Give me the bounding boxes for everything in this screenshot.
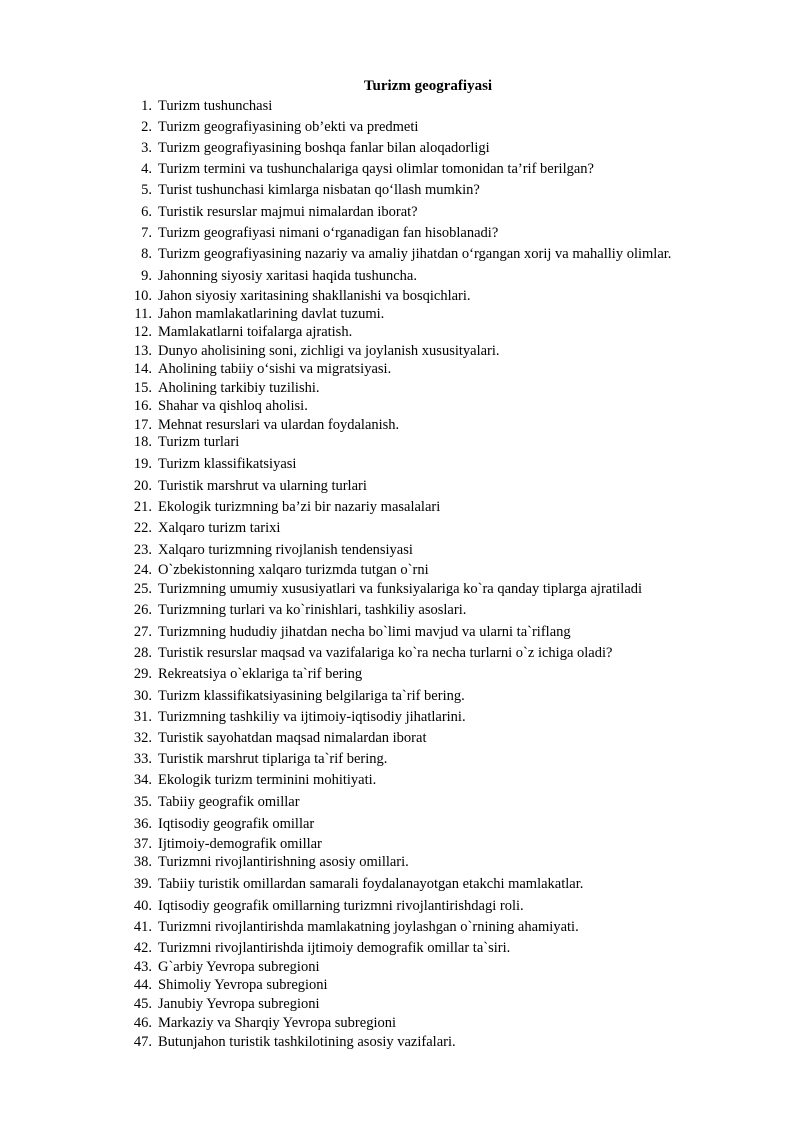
list-item-text: Turizm klassifikatsiyasi: [158, 456, 297, 472]
list-item-number: 41.: [133, 919, 152, 935]
list-item-number: 37.: [133, 836, 152, 852]
list-item-text: Jahonning siyosiy xaritasi haqida tushuncha.: [158, 268, 417, 284]
list-item-text: Tabiiy geografik omillar: [158, 794, 300, 810]
list-item-number: 3.: [141, 140, 152, 156]
list-item-number: 40.: [133, 898, 152, 914]
list-item-text: Turizm geografiyasining ob’ekti va predmeti: [158, 119, 419, 135]
list-item-number: 39.: [133, 876, 152, 892]
list-item-number: 31.: [133, 709, 152, 725]
list-item-text: Butunjahon turistik tashkilotining asosiy vazifalari.: [158, 1034, 456, 1050]
list-item-text: Markaziy va Sharqiy Yevropa subregioni: [158, 1015, 396, 1031]
list-item-number: 42.: [133, 940, 152, 956]
list-item-text: Turizmning tashkiliy va ijtimoiy-iqtisodiy jihatlarini.: [158, 709, 466, 725]
list-item-text: Turizmning turlari va ko`rinishlari, tashkiliy asoslari.: [158, 602, 467, 618]
list-item-text: Turizm geografiyasining nazariy va amaliy jihatdan o‘rgangan xorij va mahalliy olimlar.: [158, 246, 672, 262]
list-item-text: Dunyo aholisining soni, zichligi va joylanish xususityalari.: [158, 343, 500, 359]
list-item-number: 36.: [133, 816, 152, 832]
list-item-text: Ijtimoiy-demografik omillar: [158, 836, 322, 852]
list-item-text: Jahon siyosiy xaritasining shakllanishi va bosqichlari.: [158, 288, 471, 304]
list-item-number: 38.: [133, 854, 152, 870]
list-item-number: 45.: [133, 996, 152, 1012]
list-item-text: Turizmni rivojlantirishda mamlakatning joylashgan o`rnining ahamiyati.: [158, 919, 579, 935]
list-item-text: Turistik resurslar maqsad va vazifalariga ko`ra necha turlarni o`z ichiga oladi?: [158, 645, 613, 661]
list-item-number: 26.: [133, 602, 152, 618]
list-item-number: 17.: [133, 417, 152, 433]
list-item-number: 9.: [141, 268, 152, 284]
list-item-text: Turist tushunchasi kimlarga nisbatan qo‘llash mumkin?: [158, 182, 480, 198]
list-item-number: 11.: [134, 306, 152, 322]
list-item-number: 23.: [133, 542, 152, 558]
list-item-number: 34.: [133, 772, 152, 788]
list-item-text: Tabiiy turistik omillardan samarali foydalanayotgan etakchi mamlakatlar.: [158, 876, 584, 892]
list-item-number: 1.: [141, 98, 152, 114]
document-title: Turizm geografiyasi: [363, 78, 493, 94]
list-item-number: 8.: [141, 246, 152, 262]
list-item-text: Ekologik turizm terminini mohitiyati.: [158, 772, 377, 788]
list-item-text: Turistik sayohatdan maqsad nimalardan iborat: [158, 730, 427, 746]
list-item-text: Turizm tushunchasi: [158, 98, 273, 114]
list-item-text: Aholining tabiiy o‘sishi va migratsiyasi.: [158, 361, 392, 377]
list-item-text: Turizm turlari: [158, 434, 240, 450]
list-item-number: 6.: [141, 204, 152, 220]
list-item-number: 27.: [133, 624, 152, 640]
list-item-text: Ekologik turizmning ba’zi bir nazariy masalalari: [158, 499, 441, 515]
list-item-text: Turistik resurslar majmui nimalardan iborat?: [158, 204, 418, 220]
list-item-text: Shahar va qishloq aholisi.: [158, 398, 308, 414]
list-item-number: 13.: [133, 343, 152, 359]
list-item-number: 15.: [133, 380, 152, 396]
list-item-text: Rekreatsiya o`eklariga ta`rif bering: [158, 666, 363, 682]
list-item-text: Turizm geografiyasi nimani o‘rganadigan fan hisoblanadi?: [158, 225, 499, 241]
list-item-text: Turizmning hududiy jihatdan necha bo`limi mavjud va ularni ta`riflang: [158, 624, 571, 640]
list-item-text: Turizmning umumiy xususiyatlari va funksiyalariga ko`ra qanday tiplarga ajratiladi: [158, 581, 643, 597]
list-item-text: O`zbekistonning xalqaro turizmda tutgan o`rni: [158, 562, 429, 578]
list-item-text: Mamlakatlarni toifalarga ajratish.: [158, 324, 353, 340]
list-item-number: 5.: [141, 182, 152, 198]
list-item-number: 30.: [133, 688, 152, 704]
list-item-number: 43.: [133, 959, 152, 975]
list-item-number: 29.: [133, 666, 152, 682]
list-item-number: 46.: [133, 1015, 152, 1031]
list-item-number: 20.: [133, 478, 152, 494]
list-item-text: Turizm klassifikatsiyasining belgilariga ta`rif bering.: [158, 688, 465, 704]
list-item-number: 47.: [133, 1034, 152, 1050]
list-item-number: 44.: [133, 977, 152, 993]
list-item-number: 18.: [133, 434, 152, 450]
list-item-number: 12.: [133, 324, 152, 340]
list-item-text: Iqtisodiy geografik omillarning turizmni rivojlantirishdagi roli.: [158, 898, 524, 914]
list-item-text: Mehnat resurslari va ulardan foydalanish.: [158, 417, 400, 433]
list-item-number: 14.: [133, 361, 152, 377]
list-item-text: G`arbiy Yevropa subregioni: [158, 959, 320, 975]
list-item-text: Xalqaro turizmning rivojlanish tendensiyasi: [158, 542, 413, 558]
list-item-text: Turizmni rivojlantirishda ijtimoiy demografik omillar ta`siri.: [158, 940, 511, 956]
list-item-number: 19.: [133, 456, 152, 472]
list-item-text: Janubiy Yevropa subregioni: [158, 996, 320, 1012]
list-item-number: 24.: [133, 562, 152, 578]
list-item-number: 21.: [133, 499, 152, 515]
list-item-number: 16.: [133, 398, 152, 414]
list-item-number: 32.: [133, 730, 152, 746]
list-item-text: Turizmni rivojlantirishning asosiy omillari.: [158, 854, 409, 870]
list-item-number: 28.: [133, 645, 152, 661]
list-item-number: 25.: [133, 581, 152, 597]
list-item-number: 22.: [133, 520, 152, 536]
list-item-number: 10.: [133, 288, 152, 304]
list-item-number: 7.: [141, 225, 152, 241]
list-item-text: Iqtisodiy geografik omillar: [158, 816, 315, 832]
list-item-number: 2.: [141, 119, 152, 135]
list-item-text: Turizm termini va tushunchalariga qaysi olimlar tomonidan ta’rif berilgan?: [158, 161, 594, 177]
list-item-text: Turizm geografiyasining boshqa fanlar bilan aloqadorligi: [158, 140, 490, 156]
list-item-text: Xalqaro turizm tarixi: [158, 520, 281, 536]
list-item-text: Turistik marshrut tiplariga ta`rif bering.: [158, 751, 388, 767]
list-item-number: 33.: [133, 751, 152, 767]
list-item-number: 35.: [133, 794, 152, 810]
list-item-text: Shimoliy Yevropa subregioni: [158, 977, 328, 993]
list-item-number: 4.: [141, 161, 152, 177]
list-item-text: Jahon mamlakatlarining davlat tuzumi.: [158, 306, 385, 322]
list-item-text: Turistik marshrut va ularning turlari: [158, 478, 367, 494]
list-item-text: Aholining tarkibiy tuzilishi.: [158, 380, 320, 396]
